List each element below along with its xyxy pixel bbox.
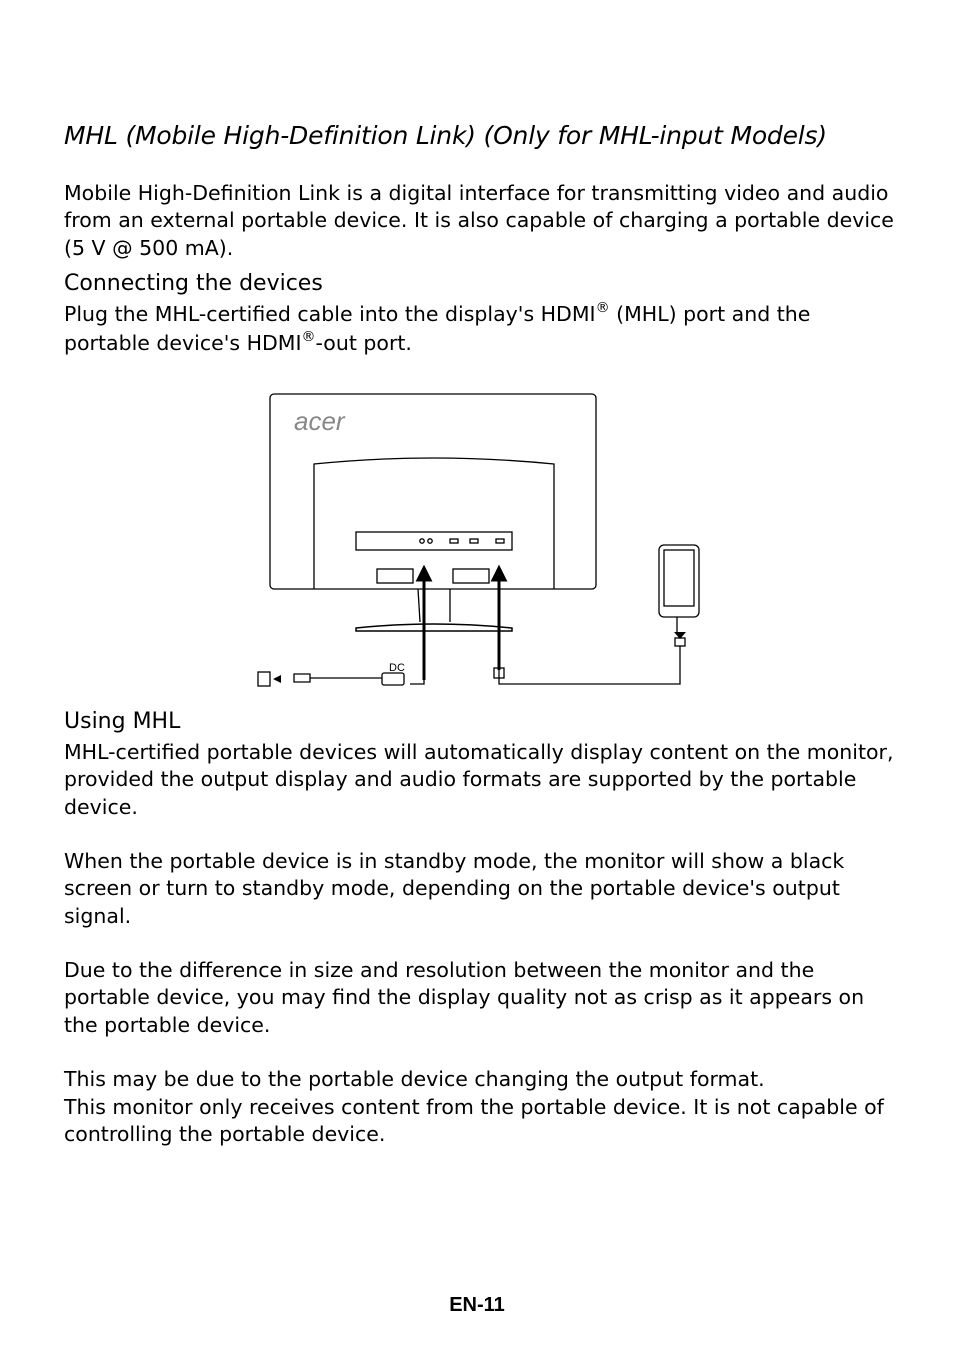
phone-screen	[664, 550, 694, 606]
monitor-rear-housing	[314, 458, 554, 589]
using-paragraph-2: When the portable device is in standby mode, the monitor will show a black screen or turn to standby mode, depending on the portable device's output signal.	[64, 849, 845, 928]
registered-mark: ®	[595, 300, 610, 316]
hdmi-arrow-head	[493, 568, 505, 580]
connecting-text-2: (MHL) port and the portable device's HDMI	[64, 302, 811, 355]
phone-connector	[675, 638, 685, 646]
connecting-text-3: -out port.	[315, 331, 412, 355]
port-icon-hdmi	[450, 539, 458, 543]
mhl-cable	[499, 646, 680, 684]
power-adapter	[382, 673, 404, 685]
port-icon-dc	[420, 539, 424, 543]
connecting-text-1: Plug the MHL-certified cable into the display's HDMI	[64, 302, 596, 326]
section-title: MHL (Mobile High-Definition Link) (Only for MHL-input Models)	[64, 121, 827, 150]
using-paragraph-1: MHL-certified portable devices will automatically display content on the monitor, provided the output display and audio formats are supported by the portable device.	[64, 740, 894, 819]
using-paragraph-4: This may be due to the portable device changing the output format.	[64, 1067, 765, 1091]
port-icon-audio	[428, 539, 432, 543]
connection-diagram-svg	[250, 388, 720, 698]
connection-diagram	[250, 388, 720, 698]
dc-cable	[410, 678, 424, 684]
port-cutout-right	[453, 569, 489, 583]
stand-base	[356, 624, 512, 631]
page-number: EN-11	[449, 1294, 505, 1316]
ac-plug	[294, 674, 310, 682]
port-panel	[356, 532, 512, 550]
using-mhl-heading: Using MHL	[64, 709, 181, 734]
using-paragraph-5: This monitor only receives content from the portable device. It is not capable of controlling the portable device.	[64, 1095, 884, 1147]
port-icon-mhl	[470, 539, 478, 543]
connecting-paragraph	[64, 300, 894, 358]
port-icon-extra	[496, 539, 504, 543]
intro-paragraph: Mobile High-Definition Link is a digital interface for transmitting video and audio from an external portable device. It is also capable of charging a portable device (5 V @ 500 mA).	[64, 181, 894, 260]
acer-logo: acer	[294, 406, 345, 436]
wall-outlet	[258, 672, 270, 686]
dc-label: DC	[389, 662, 405, 674]
dc-arrow-head	[418, 568, 430, 580]
connecting-heading: Connecting the devices	[64, 271, 323, 296]
outlet-arrow-head	[273, 675, 281, 683]
registered-mark: ®	[301, 329, 316, 345]
using-paragraph-3: Due to the difference in size and resolution between the monitor and the portable device, you may find the display quality not as crisp as it appears on the portable device.	[64, 958, 865, 1037]
port-cutout-left	[377, 569, 413, 583]
